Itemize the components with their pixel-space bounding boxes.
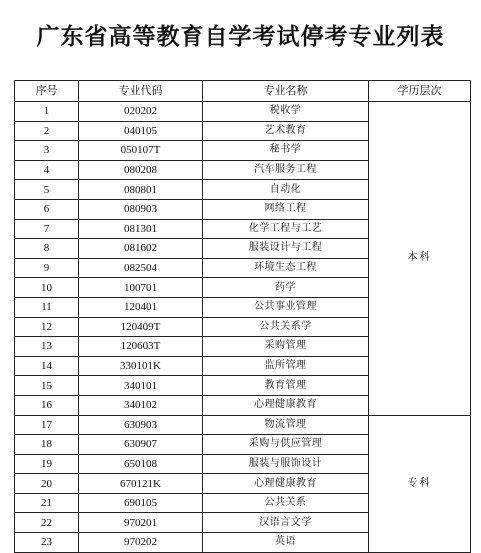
header-level: 学历层次 bbox=[369, 81, 471, 102]
major-name: 化学工程与工艺 bbox=[203, 219, 369, 239]
major-name: 服装设计与工程 bbox=[203, 239, 369, 259]
row-index: 12 bbox=[15, 317, 79, 337]
row-index: 3 bbox=[15, 141, 79, 161]
row-index: 1 bbox=[15, 102, 79, 122]
table-header-row bbox=[15, 81, 471, 102]
major-name: 税收学 bbox=[203, 102, 369, 122]
major-code: 120409T bbox=[79, 317, 203, 337]
major-code: 650108 bbox=[79, 454, 203, 474]
major-name: 公共关系学 bbox=[203, 317, 369, 337]
major-name: 英语 bbox=[203, 533, 369, 553]
major-code: 630903 bbox=[79, 415, 203, 435]
row-index: 6 bbox=[15, 199, 79, 219]
major-name: 环境生态工程 bbox=[203, 258, 369, 278]
major-name: 自动化 bbox=[203, 180, 369, 200]
education-level: 本科 bbox=[369, 102, 471, 416]
row-index: 5 bbox=[15, 180, 79, 200]
major-name: 服装与服饰设计 bbox=[203, 454, 369, 474]
major-code: 080903 bbox=[79, 199, 203, 219]
table-row bbox=[15, 102, 471, 122]
major-code: 120603T bbox=[79, 337, 203, 357]
major-code: 080801 bbox=[79, 180, 203, 200]
table-row bbox=[15, 415, 471, 435]
major-name: 监所管理 bbox=[203, 356, 369, 376]
major-code: 040105 bbox=[79, 121, 203, 141]
row-index: 13 bbox=[15, 337, 79, 357]
major-code: 690105 bbox=[79, 493, 203, 513]
major-name: 公共事业管理 bbox=[203, 297, 369, 317]
major-name: 采购与供应管理 bbox=[203, 435, 369, 455]
row-index: 14 bbox=[15, 356, 79, 376]
major-code: 080208 bbox=[79, 160, 203, 180]
row-index: 22 bbox=[15, 513, 79, 533]
row-index: 4 bbox=[15, 160, 79, 180]
major-code: 970202 bbox=[79, 533, 203, 553]
major-code: 082504 bbox=[79, 258, 203, 278]
row-index: 7 bbox=[15, 219, 79, 239]
major-code: 020202 bbox=[79, 102, 203, 122]
row-index: 15 bbox=[15, 376, 79, 396]
major-code: 630907 bbox=[79, 435, 203, 455]
major-code: 100701 bbox=[79, 278, 203, 298]
major-code: 340101 bbox=[79, 376, 203, 396]
major-code: 050107T bbox=[79, 141, 203, 161]
table-body bbox=[15, 102, 471, 553]
major-name: 心理健康教育 bbox=[203, 395, 369, 415]
row-index: 20 bbox=[15, 474, 79, 494]
major-name: 艺术教育 bbox=[203, 121, 369, 141]
major-name: 汽车服务工程 bbox=[203, 160, 369, 180]
major-name: 药学 bbox=[203, 278, 369, 298]
row-index: 8 bbox=[15, 239, 79, 259]
education-level: 专科 bbox=[369, 415, 471, 552]
majors-table bbox=[14, 80, 471, 553]
major-code: 120401 bbox=[79, 297, 203, 317]
row-index: 19 bbox=[15, 454, 79, 474]
major-name: 物流管理 bbox=[203, 415, 369, 435]
header-index: 序号 bbox=[15, 81, 79, 102]
row-index: 17 bbox=[15, 415, 79, 435]
row-index: 9 bbox=[15, 258, 79, 278]
major-code: 970201 bbox=[79, 513, 203, 533]
row-index: 21 bbox=[15, 493, 79, 513]
major-code: 670121K bbox=[79, 474, 203, 494]
page-title: 广东省高等教育自学考试停考专业列表 bbox=[36, 23, 445, 50]
major-name: 公共关系 bbox=[203, 493, 369, 513]
row-index: 11 bbox=[15, 297, 79, 317]
major-name: 教育管理 bbox=[203, 376, 369, 396]
major-name: 采购管理 bbox=[203, 337, 369, 357]
major-name: 心理健康教育 bbox=[203, 474, 369, 494]
major-code: 081602 bbox=[79, 239, 203, 259]
row-index: 23 bbox=[15, 533, 79, 553]
major-name: 汉语言文学 bbox=[203, 513, 369, 533]
major-code: 340102 bbox=[79, 395, 203, 415]
major-name: 网络工程 bbox=[203, 199, 369, 219]
major-code: 330101K bbox=[79, 356, 203, 376]
major-code: 081301 bbox=[79, 219, 203, 239]
row-index: 2 bbox=[15, 121, 79, 141]
row-index: 10 bbox=[15, 278, 79, 298]
header-name: 专业名称 bbox=[203, 81, 369, 102]
row-index: 18 bbox=[15, 435, 79, 455]
row-index: 16 bbox=[15, 395, 79, 415]
header-code: 专业代码 bbox=[79, 81, 203, 102]
major-name: 秘书学 bbox=[203, 141, 369, 161]
